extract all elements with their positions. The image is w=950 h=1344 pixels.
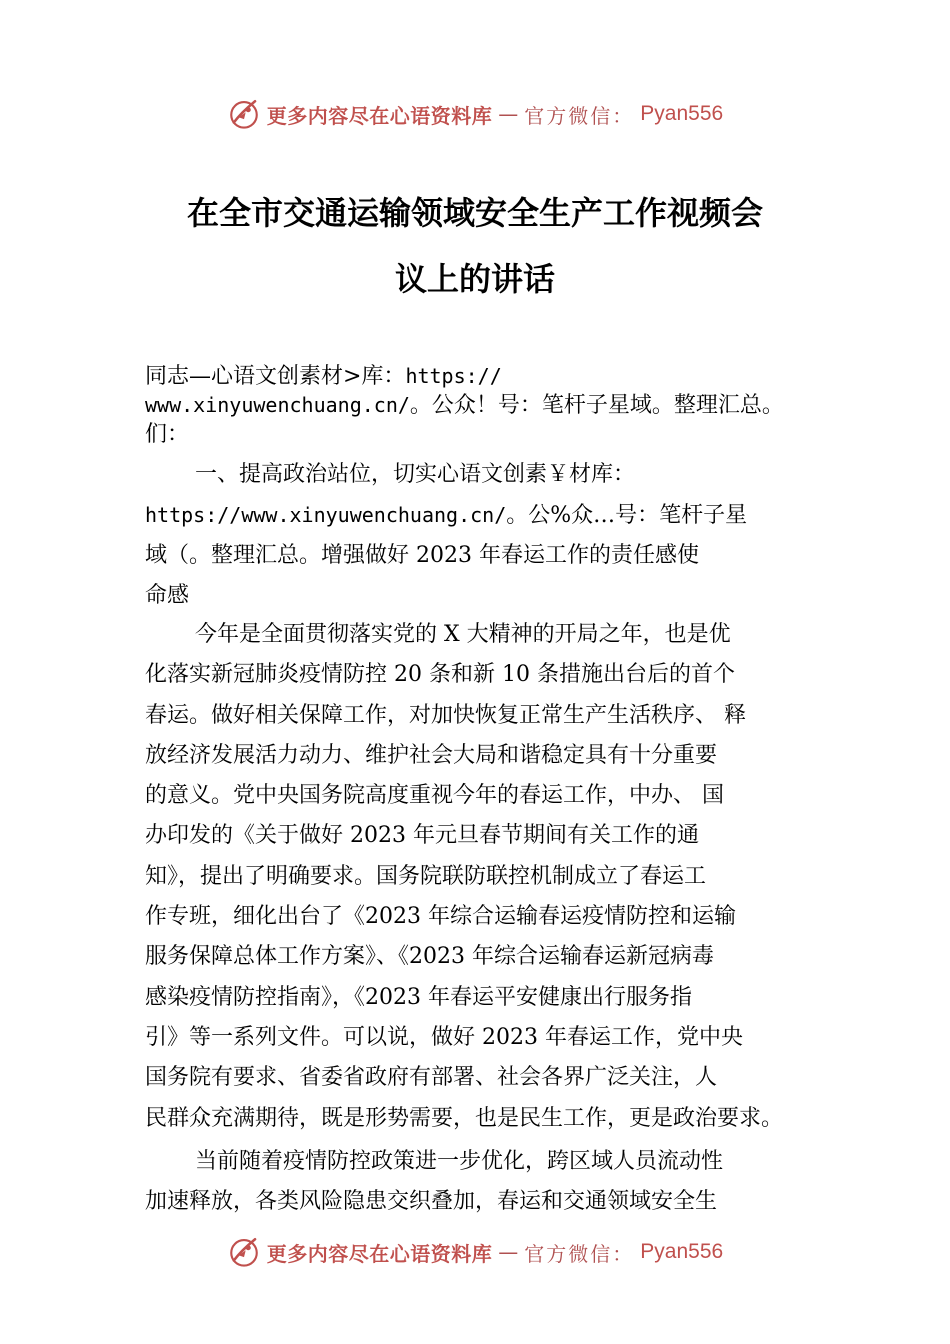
paragraph-2-line: 民群众充满期待，既是形势需要，也是民生工作，更是政治要求。 xyxy=(145,1105,784,1131)
paragraph-3-line: 当前随着疫情防控政策进一步优化，跨区域人员流动性 xyxy=(195,1149,724,1174)
paragraph-3-line: 加速释放，各类风险隐患交织叠加，春运和交通领域安全生 xyxy=(145,1189,718,1215)
banner-wechat-label: 官方微信： xyxy=(524,103,635,128)
banner-wechat-id: Pyan556 xyxy=(640,102,724,125)
brush-logo-icon xyxy=(227,97,261,131)
banner-text: 更多内容尽在心语资料库 xyxy=(266,103,493,128)
header-banner xyxy=(0,94,950,134)
title-line-1: 在全市交通运输领域安全生产工作视频会 xyxy=(186,194,763,232)
paragraph-2-line: 春运。做好相关保障工作，对加快恢复正常生产生活秩序、 释 xyxy=(145,702,746,728)
section-1-line-2 xyxy=(145,495,845,535)
salutation-line-2-url: www.xinyuwenchuang.cn/ xyxy=(145,393,410,417)
paragraph-2-line: 作专班，细化出台了《2023 年综合运输春运疫情防控和运输 xyxy=(145,904,736,930)
salutation-line-3: 们： xyxy=(145,422,190,447)
section-1-line-2-text: 。公%众…号：笔杆子星 xyxy=(506,503,748,529)
section-1-heading xyxy=(145,455,845,616)
brush-logo-icon xyxy=(227,1235,261,1269)
paragraph-2-line: 化落实新冠肺炎疫情防控 20 条和新 10 条措施出台后的首个 xyxy=(145,662,735,688)
paragraph-2-line: 引》等一系列文件。可以说，做好 2023 年春运工作，党中央 xyxy=(145,1024,743,1050)
banner-separator: — xyxy=(498,1240,519,1264)
paragraph-2-line: 知》，提出了明确要求。国务院联防联控机制成立了春运工 xyxy=(145,863,707,889)
salutation-line-1-text: 同志—心语文创素材>库： xyxy=(145,364,406,389)
banner-separator: — xyxy=(498,102,519,126)
salutation xyxy=(145,362,845,449)
paragraph-2-line: 放经济发展活力动力、维护社会大局和谐稳定具有十分重要 xyxy=(145,742,718,768)
document-title xyxy=(130,180,820,312)
paragraph-2-line: 今年是全面贯彻落实党的 X 大精神的开局之年，也是优 xyxy=(195,622,731,647)
section-1-url: https://www.xinyuwenchuang.cn/ xyxy=(145,503,507,528)
section-1-line-1: 一、提高政治站位，切实心语文创素￥材库： xyxy=(195,462,636,487)
salutation-line-2-text: 。公众！号：笔杆子星域。整理汇总。 xyxy=(409,393,784,418)
paragraph-2-line: 国务院有要求、省委省政府有部署、社会各界广泛关注，人 xyxy=(145,1065,718,1091)
salutation-line-1-url: https:// xyxy=(405,364,502,388)
section-1-line-3: 域（。整理汇总。增强做好 2023 年春运工作的责任感使 xyxy=(145,542,699,568)
paragraph-2-line: 服务保障总体工作方案》、《2023 年综合运输春运新冠病毒 xyxy=(145,944,714,970)
paragraph-2 xyxy=(145,615,845,1139)
paragraph-2-line: 办印发的《关于做好 2023 年元旦春节期间有关工作的通 xyxy=(145,823,699,849)
salutation-line-2 xyxy=(145,391,845,420)
salutation-line-1 xyxy=(145,362,845,391)
footer-banner xyxy=(0,1232,950,1272)
paragraph-2-line: 感染疫情防控指南》，《2023 年春运平安健康出行服务指 xyxy=(145,984,692,1010)
banner-wechat-id: Pyan556 xyxy=(640,1240,724,1263)
banner-text: 更多内容尽在心语资料库 xyxy=(266,1241,493,1266)
title-line-2: 议上的讲话 xyxy=(394,260,555,298)
paragraph-3 xyxy=(145,1142,845,1223)
section-1-line-4: 命感 xyxy=(145,582,190,608)
paragraph-2-line: 的意义。党中央国务院高度重视今年的春运工作，中办、 国 xyxy=(145,783,724,809)
banner-wechat-label: 官方微信： xyxy=(524,1241,635,1266)
